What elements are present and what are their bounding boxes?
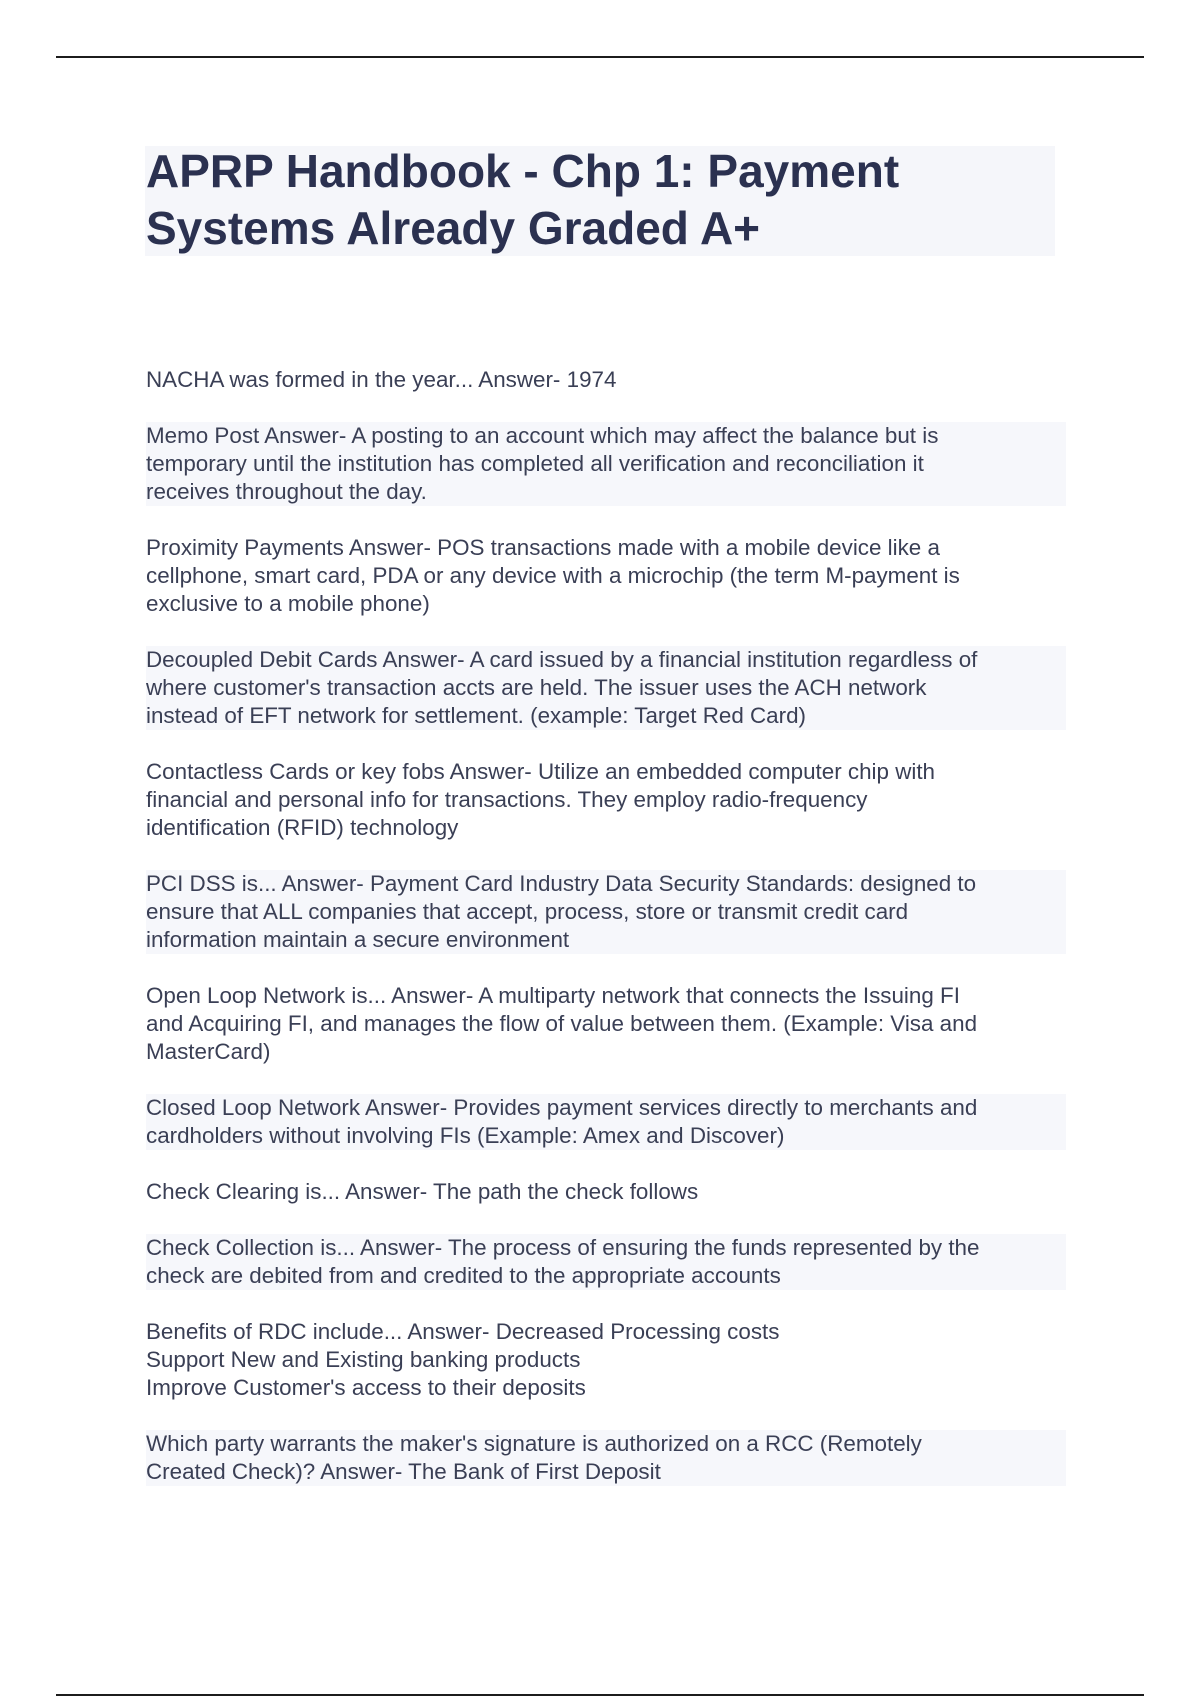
qa-text: Check Collection is... Answer- The process of ensuring the funds represented by the check are debited from and credited to the appropriate accounts: [146, 1235, 980, 1288]
qa-text: Proximity Payments Answer- POS transactions made with a mobile device like a cellphone, smart card, PDA or any device with a microchip (the term M-payment is exclusive to a mobile phone): [146, 535, 960, 616]
qa-item-decoupled-debit: [146, 646, 1066, 730]
qa-item-proximity-payments: [146, 534, 1066, 618]
qa-item-pci-dss: [146, 870, 1066, 954]
qa-item-contactless-cards: [146, 758, 1066, 842]
top-divider: [56, 56, 1144, 58]
qa-item-nacha: [146, 366, 1066, 394]
bottom-divider: [56, 1694, 1144, 1696]
qa-text: Decoupled Debit Cards Answer- A card issued by a financial institution regardless of where customer's transaction accts are held. The issuer uses the ACH network instead of EFT network for settlement. (example: Target Red Card): [146, 647, 978, 728]
qa-item-open-loop: [146, 982, 1066, 1066]
qa-item-rcc-signature: [146, 1430, 1066, 1486]
qa-text: Memo Post Answer- A posting to an account which may affect the balance but is temporary until the institution has completed all verification and reconciliation it receives throughout the day.: [146, 423, 939, 504]
qa-text: Closed Loop Network Answer- Provides payment services directly to merchants and cardholders without involving FIs (Example: Amex and Discover): [146, 1095, 978, 1148]
qa-text: NACHA was formed in the year... Answer- 1974: [146, 367, 617, 392]
qa-text: Contactless Cards or key fobs Answer- Utilize an embedded computer chip with financial and personal info for transactions. They employ radio-frequency identification (RFID) technology: [146, 759, 936, 840]
qa-text: Benefits of RDC include... Answer- Decreased Processing costs Support New and Existing banking products Improve Customer's access to their deposits: [146, 1319, 780, 1400]
qa-item-closed-loop: [146, 1094, 1066, 1150]
qa-list: [146, 366, 1066, 1514]
qa-item-memo-post: [146, 422, 1066, 506]
document-title: APRP Handbook - Chp 1: Payment Systems Already Graded A+: [146, 145, 900, 254]
qa-text: Which party warrants the maker's signature is authorized on a RCC (Remotely Created Check)? Answer- The Bank of First Deposit: [146, 1431, 922, 1484]
qa-item-rdc-benefits: [146, 1318, 1066, 1402]
qa-text: Open Loop Network is... Answer- A multiparty network that connects the Issuing FI and Acquiring FI, and manages the flow of value between them. (Example: Visa and MasterCard): [146, 983, 978, 1064]
qa-item-check-collection: [146, 1234, 1066, 1290]
qa-text: PCI DSS is... Answer- Payment Card Industry Data Security Standards: designed to ensure that ALL companies that accept, process, store or transmit credit card information maintain a secure environment: [146, 871, 977, 952]
qa-text: Check Clearing is... Answer- The path the check follows: [146, 1179, 699, 1204]
qa-item-check-clearing: [146, 1178, 1066, 1206]
